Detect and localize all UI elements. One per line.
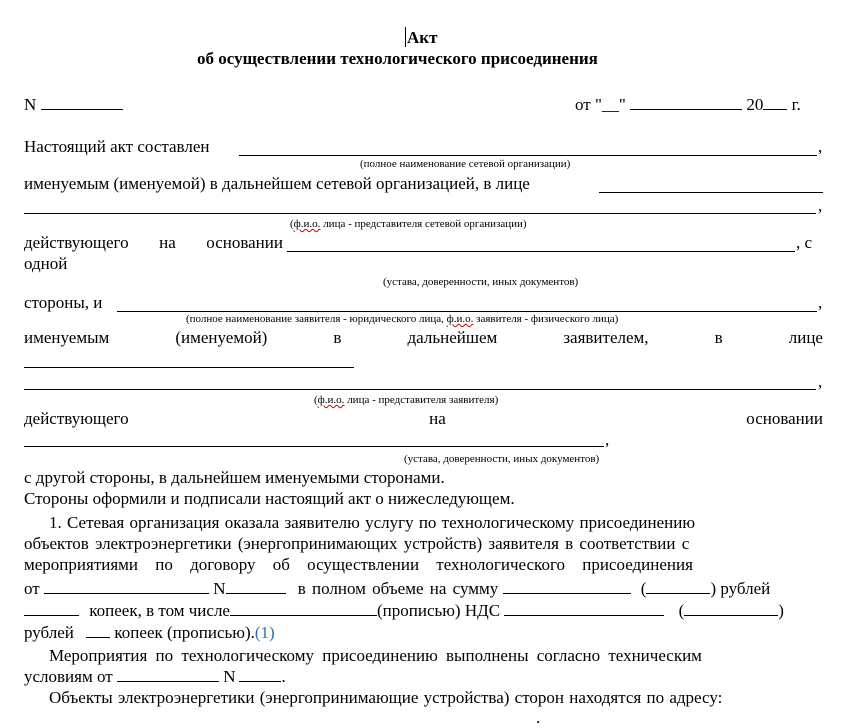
document-subtitle: об осуществлении технологического присоединения	[197, 49, 598, 68]
item-1-line-4: от N в полном объеме на сумму ( ) рублей	[24, 579, 771, 598]
item-1-line-5: копеек, в том числе (прописью) НДС ( )	[24, 600, 784, 621]
applicant-basis-field[interactable]	[24, 446, 604, 447]
spellcheck-fio: ф.и.о.	[446, 313, 474, 325]
comma: ,	[818, 137, 823, 156]
contract-date-field[interactable]	[44, 578, 209, 594]
date-year-suffix: г.	[791, 95, 801, 114]
parties-line: Стороны оформили и подписали настоящий акт о нижеследующем.	[24, 489, 515, 508]
item-1-line-2: объектов электроэнергетики (энергопринимающих устройств) заявителя в соответствии с	[24, 534, 690, 553]
comma: ,	[818, 293, 823, 312]
caption-applicant-rep: (ф.и.о. лица - представителя заявителя)	[314, 394, 499, 406]
measures-line-1: Мероприятия по технологическому присоединению выполнены согласно техническим	[49, 646, 702, 665]
comma: ,	[818, 372, 823, 391]
network-org-line: именуемым (именуемой) в дальнейшем сетевой организацией, в лице	[24, 174, 530, 193]
footnote-reference[interactable]: (1)	[254, 623, 275, 642]
spellcheck-fio: ф.и.о.	[293, 218, 321, 230]
network-basis-field[interactable]	[287, 251, 795, 252]
caption-docs-2: (устава, доверенности, иных документов)	[404, 453, 600, 465]
item-1-line-1: 1. Сетевая организация оказала заявителю услугу по технологическому присоединению	[49, 513, 696, 532]
basis-tail: , с	[796, 233, 813, 252]
kopecks-field[interactable]	[24, 600, 79, 616]
spellcheck-fio: ф.и.о.	[317, 394, 345, 406]
applicant-line: стороны, и	[24, 293, 103, 312]
other-side-line: с другой стороны, в дальнейшем именуемыми сторонами.	[24, 468, 445, 487]
caption-network-rep: (ф.и.о. лица - представителя сетевой организации)	[290, 218, 527, 230]
number-field[interactable]	[41, 94, 123, 110]
applicant-name-field[interactable]	[117, 311, 817, 312]
text-cursor	[405, 27, 406, 47]
intro-line: Настоящий акт составлен	[24, 137, 210, 156]
amount-in-words-field[interactable]	[230, 600, 377, 616]
tech-conditions-number-field[interactable]	[239, 666, 281, 682]
act-number	[24, 94, 123, 115]
tech-conditions-date-field[interactable]	[117, 666, 219, 682]
objects-address-line: Объекты электроэнергетики (энергопринимающие устройства) сторон находятся по адресу:	[49, 688, 723, 707]
date-year-prefix: 20	[746, 95, 764, 114]
network-rep-field-b[interactable]	[24, 213, 816, 214]
applicant-named-line: именуемым (именуемой) в дальнейшем заявителем, в лице	[24, 328, 823, 347]
amount-words-field[interactable]	[646, 578, 710, 594]
applicant-rep-field-a[interactable]	[24, 367, 354, 368]
item-1-line-6: рублей копеек (прописью).(1)	[24, 623, 275, 642]
vat-words-field[interactable]	[684, 600, 778, 616]
amount-field[interactable]	[503, 578, 631, 594]
basis-continuation: одной	[24, 254, 68, 273]
contract-number-field[interactable]	[226, 578, 286, 594]
comma: ,	[605, 430, 610, 449]
comma: ,	[818, 196, 823, 215]
caption-docs: (устава, доверенности, иных документов)	[383, 276, 579, 288]
act-date	[575, 94, 801, 115]
date-year-field[interactable]	[763, 94, 787, 110]
caption-network-org: (полное наименование сетевой организации)	[360, 158, 571, 170]
vat-kopecks-field[interactable]	[86, 622, 110, 638]
applicant-basis-line: действующего на основании	[24, 409, 823, 428]
applicant-rep-field-b[interactable]	[24, 389, 816, 390]
date-day: от "__"	[575, 95, 626, 114]
date-month-field[interactable]	[630, 94, 742, 110]
network-org-name-field[interactable]	[239, 155, 817, 156]
basis-line: действующего на основании	[24, 233, 283, 252]
vat-field[interactable]	[504, 600, 664, 616]
document-title: Акт	[407, 28, 438, 47]
number-label: N	[24, 95, 37, 114]
network-rep-field-a[interactable]	[599, 192, 823, 193]
caption-applicant: (полное наименование заявителя - юридического лица, ф.и.о. заявителя - физического лица)	[186, 313, 619, 325]
measures-line-2: условиям от N .	[24, 667, 286, 686]
address-period: .	[536, 708, 541, 727]
item-1-line-3: мероприятиями по договору об осуществлении технологического присоединения	[24, 555, 693, 574]
